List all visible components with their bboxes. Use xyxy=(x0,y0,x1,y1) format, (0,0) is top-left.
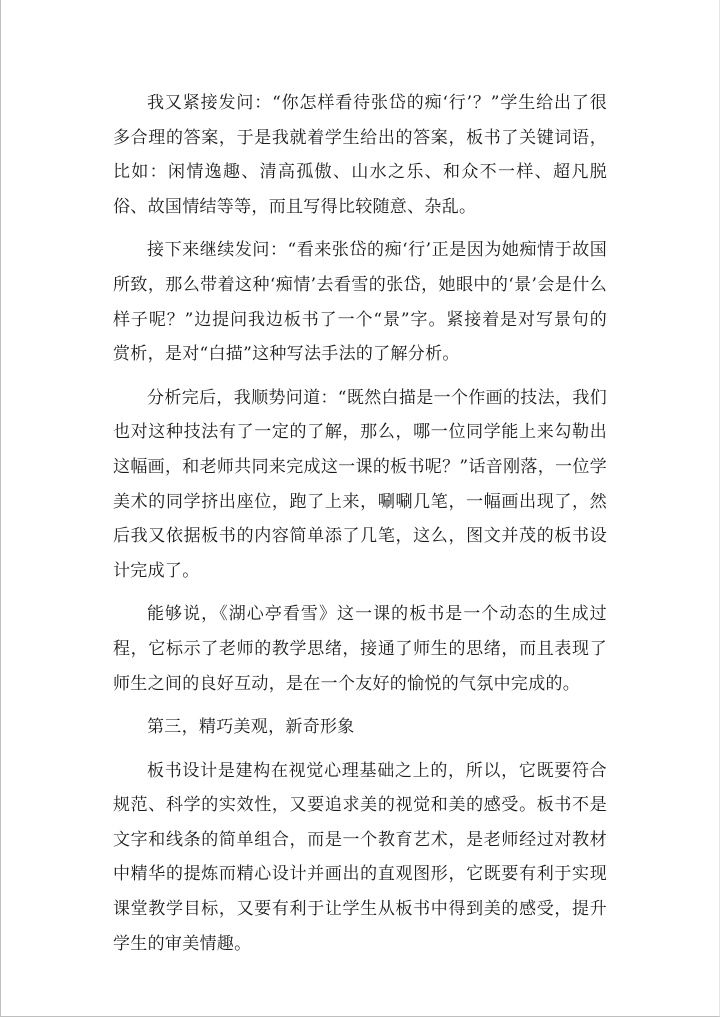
paragraph-dynamic-process: 能够说，《湖心亭看雪》这一课的板书是一个动态的生成过程，它标示了老师的教学思绪，接通了师生的思绪，而且表现了师生之间的良好互动，是在一个友好的愉悦的气氛中完成的。 xyxy=(113,604,607,694)
paragraph-question-about-jing: 接下来继续发问：“看来张岱的痴‘行’正是因为她痴情于故国所致，那么带着这种‘痴情’去看雪的张岱，她眼中的‘景’会是什么样子呢？”边提问我边板书了一个“景”字。紧接着是对写景句的赏析，是对“白描”这种写法手法的了解分析。 xyxy=(113,240,607,365)
paragraph-visual-aesthetics: 板书设计是建构在视觉心理基础之上的，所以，它既要符合规范、科学的实效性，又要追求美的视觉和美的感受。板书不是文字和线条的简单组合，而是一个教育艺术，是老师经过对教材中精华的提炼而精心设计并画出的直观图形，它既要有利于实现课堂教学目标，又要有利于让学生从板书中得到美的感受，提升学生的审美情趣。 xyxy=(113,760,607,954)
paragraph-question-about-xing: 我又紧接发问：“你怎样看待张岱的痴‘行’？”学生给出了很多合理的答案，于是我就着学生给出的答案，板书了关键词语，比如：闲情逸趣、清高孤傲、山水之乐、和众不一样、超凡脱俗、故国情结等等，而且写得比较随意、杂乱。 xyxy=(113,93,607,217)
paragraph-baimiao-drawing: 分析完后，我顺势问道：“既然白描是一个作画的技法，我们也对这种技法有了一定的了解，那么，哪一位同学能上来勾勒出这幅画，和老师共同来完成这一课的板书呢？”话音刚落，一位学美术的同学挤出座位，跑了上来，唰唰几笔，一幅画出现了，然后我又依据板书的内容简单添了几笔，这么，图文并茂的板书设计完成了。 xyxy=(113,387,607,581)
document-body xyxy=(113,86,607,970)
section-heading-third: 第三，精巧美观，新奇形象 xyxy=(147,717,355,738)
